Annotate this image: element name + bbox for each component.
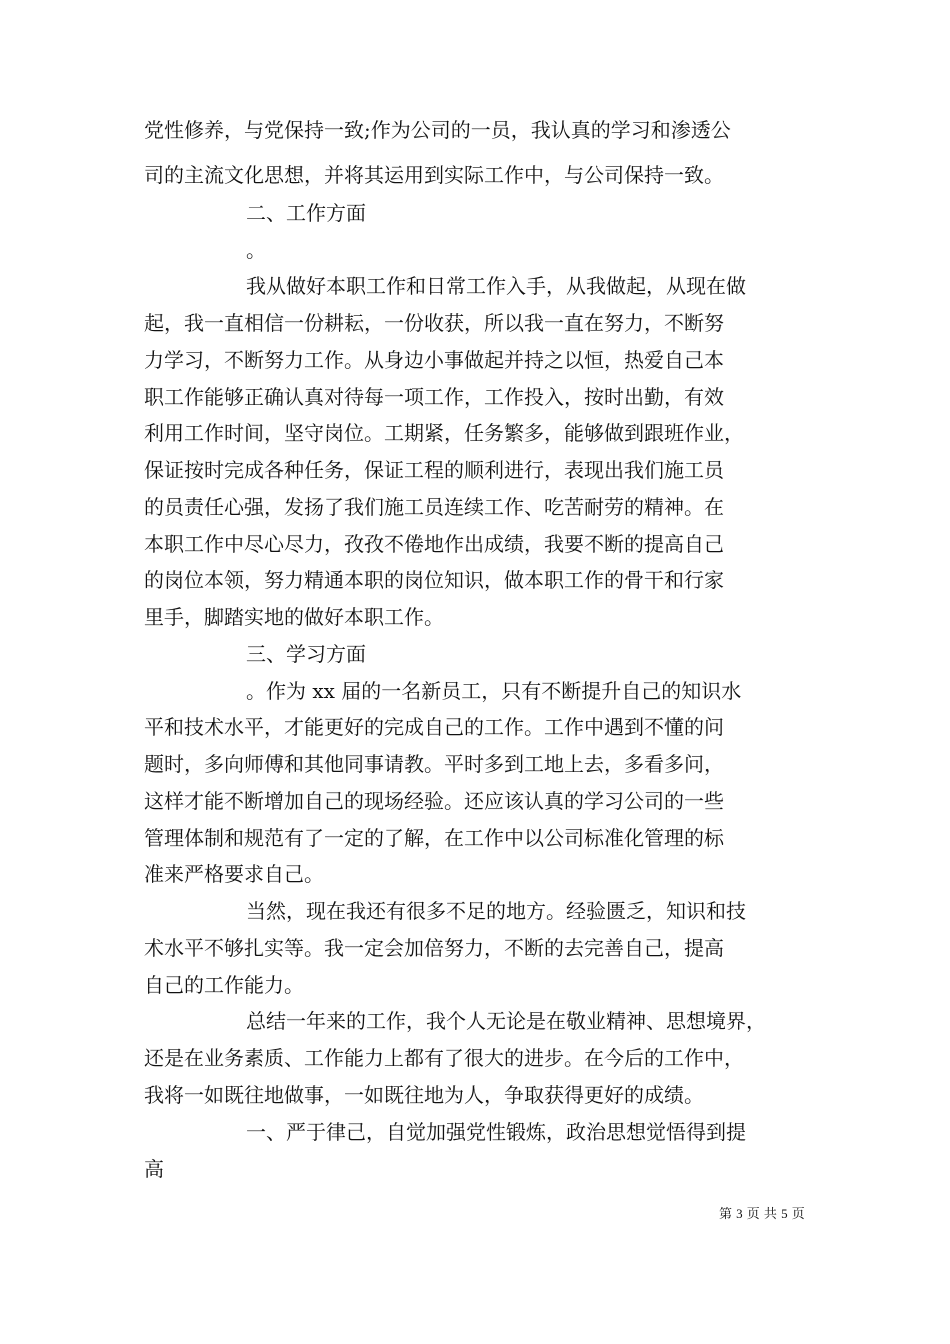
text-line: 。 [246, 238, 266, 262]
page-number-footer [719, 1205, 805, 1224]
section-heading-work: 二、工作方面 [246, 201, 366, 225]
text-line: 党性修养，与党保持一致;作为公司的一员，我认真的学习和渗透公 [144, 118, 731, 142]
paragraph-start: 总结一年来的工作，我个人无论是在敬业精神、思想境界， [246, 1009, 766, 1033]
text-line: 司的主流文化思想，并将其运用到实际工作中，与公司保持一致。 [144, 163, 724, 187]
text-line: 利用工作时间，坚守岗位。工期紧，任务繁多，能够做到跟班作业， [144, 421, 744, 445]
section-heading-discipline: 一、严于律己，自觉加强党性锻炼，政治思想觉悟得到提 [246, 1120, 746, 1144]
text-line: 术水平不够扎实等。我一定会加倍努力，不断的去完善自己，提高 [144, 936, 724, 960]
text-line: 的员责任心强，发扬了我们施工员连续工作、吃苦耐劳的精神。在 [144, 495, 724, 519]
text-line: 的岗位本领，努力精通本职的岗位知识，做本职工作的骨干和行家 [144, 568, 724, 592]
text-line: 题时，多向师傅和其他同事请教。平时多到工地上去，多看多问， [144, 752, 724, 776]
paragraph-start: 我从做好本职工作和日常工作入手，从我做起，从现在做 [246, 274, 746, 298]
text-line: 自己的工作能力。 [144, 973, 304, 997]
text-line: 本职工作中尽心尽力，孜孜不倦地作出成绩，我要不断的提高自己 [144, 532, 724, 556]
section-heading-study: 三、学习方面 [246, 642, 366, 666]
current-page-number: 3 [736, 1206, 743, 1221]
text-line: 我将一如既往地做事，一如既往地为人，争取获得更好的成绩。 [144, 1083, 704, 1107]
text-line: 还是在业务素质、工作能力上都有了很大的进步。在今后的工作中， [144, 1046, 744, 1070]
paragraph-start: 。作为 xx 届的一名新员工，只有不断提升自己的知识水 [246, 679, 742, 703]
footer-middle: 页 共 [746, 1207, 777, 1222]
text-line: 起，我一直相信一份耕耘，一份收获，所以我一直在努力，不断努 [144, 311, 724, 335]
text-line: 保证按时完成各种任务，保证工程的顺利进行，表现出我们施工员 [144, 458, 724, 482]
text-line: 力学习，不断努力工作。从身边小事做起并持之以恒，热爱自己本 [144, 348, 724, 372]
text-line: 管理体制和规范有了一定的了解，在工作中以公司标准化管理的标 [144, 826, 724, 850]
paragraph-start: 当然，现在我还有很多不足的地方。经验匮乏，知识和技 [246, 899, 746, 923]
text-line: 平和技术水平，才能更好的完成自己的工作。工作中遇到不懂的问 [144, 715, 724, 739]
text-line: 职工作能够正确认真对待每一项工作，工作投入，按时出勤，有效 [144, 385, 724, 409]
footer-prefix: 第 [719, 1207, 733, 1222]
text-line: 这样才能不断增加自己的现场经验。还应该认真的学习公司的一些 [144, 789, 724, 813]
total-page-count: 5 [781, 1206, 788, 1221]
footer-suffix: 页 [791, 1207, 805, 1222]
text-line: 准来严格要求自己。 [144, 862, 324, 886]
text-line: 里手，脚踏实地的做好本职工作。 [144, 605, 444, 629]
text-line: 高 [144, 1157, 164, 1181]
